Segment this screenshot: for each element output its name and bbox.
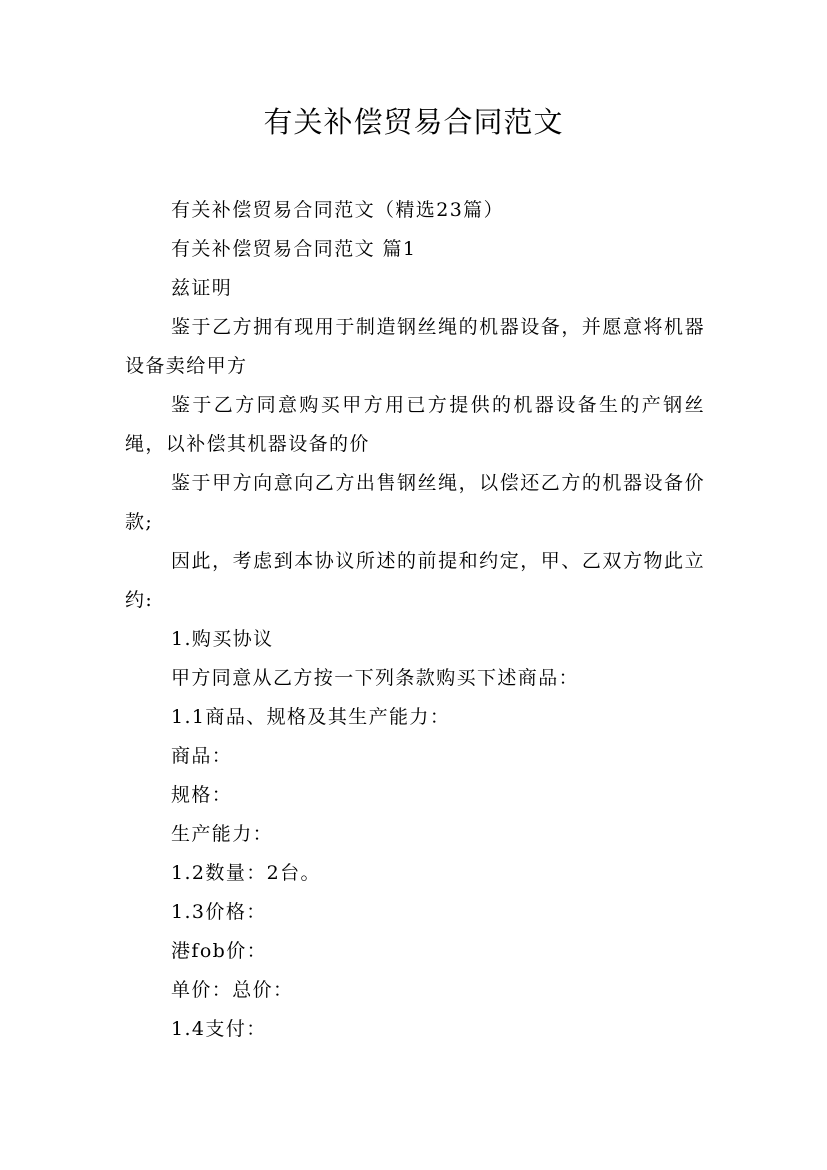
paragraph-clause-1-2: 1.2数量：2台。	[171, 862, 321, 884]
paragraph-therefore: 因此，考虑到本协议所述的前提和约定，甲、乙双方物此立约:	[125, 550, 705, 611]
paragraph-whereas-1: 鉴于乙方拥有现用于制造钢丝绳的机器设备，并愿意将机器设备卖给甲方	[125, 316, 705, 377]
paragraph-goods: 商品：	[171, 745, 233, 767]
paragraph-capacity: 生产能力：	[171, 823, 274, 845]
paragraph-specification: 规格：	[171, 784, 233, 806]
paragraph-intro: 有关补偿贸易合同范文（精选23篇）	[171, 199, 504, 221]
paragraph-clause-1-3: 1.3价格：	[171, 901, 267, 923]
paragraph-section-heading: 有关补偿贸易合同范文 篇1	[171, 238, 417, 260]
paragraph-clause-1-1: 1.1商品、规格及其生产能力：	[171, 706, 451, 728]
paragraph-fob-price: 港fob价：	[171, 940, 268, 962]
paragraph-whereas-2: 鉴于乙方同意购买甲方用已方提供的机器设备生的产钢丝绳，以补偿其机器设备的价	[125, 394, 705, 455]
paragraph-whereas-3: 鉴于甲方向意向乙方出售钢丝绳，以偿还乙方的机器设备价款;	[125, 472, 705, 533]
document-title: 有关补偿贸易合同范文	[263, 105, 564, 139]
paragraph-clause-1: 1.购买协议	[171, 628, 274, 650]
document-body	[125, 191, 705, 1049]
paragraph-unit-total-price: 单价：总价：	[171, 979, 294, 1001]
paragraph-certify: 兹证明	[171, 277, 233, 299]
paragraph-clause-1-text: 甲方同意从乙方按一下列条款购买下述商品：	[171, 667, 580, 689]
paragraph-clause-1-4: 1.4支付：	[171, 1018, 267, 1040]
